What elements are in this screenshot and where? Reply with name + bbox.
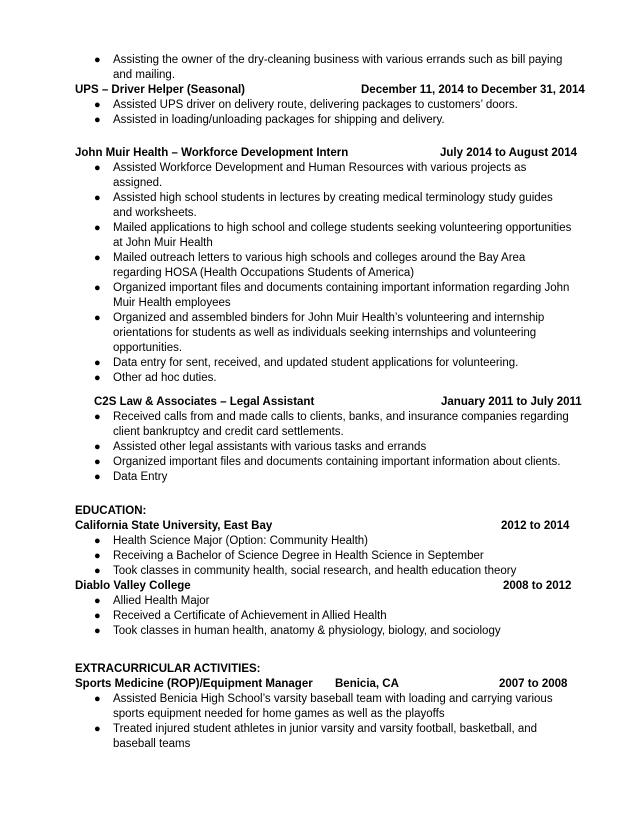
section-heading: EXTRACURRICULAR ACTIVITIES: (75, 663, 261, 675)
list-item: ● Assisted Workforce Development and Human Resources with various projects as assigned. (94, 162, 527, 189)
bullet-icon: ● (94, 99, 101, 111)
bullet-icon: ● (94, 565, 101, 577)
section-heading: EDUCATION: (75, 505, 147, 517)
list-item: ● Treated injured student athletes in junior varsity and varsity football, basketball, and baseball teams (94, 723, 538, 750)
c2s-bullets (0, 410, 638, 485)
bullet-icon: ● (94, 471, 101, 483)
dry-cleaning-bullets (0, 53, 638, 83)
activity-title: Sports Medicine (ROP)/Equipment Manager (75, 678, 313, 690)
bullet-icon: ● (94, 54, 101, 66)
list-item: ● Organized important files and documents containing important information regarding John Muir Health employees (94, 282, 570, 309)
activity-header (0, 677, 638, 692)
list-item: ● Assisting the owner of the dry-cleaning business with various errands such as bill paying and mailing. (94, 54, 563, 81)
education-section (0, 504, 638, 639)
school-name: California State University, East Bay (75, 520, 273, 532)
list-item: ● Assisted high school students in lectures by creating medical terminology study guides and worksheets. (94, 192, 553, 219)
bullet-icon: ● (94, 372, 101, 384)
list-item: ● Organized important files and documents containing important information about clients. (94, 456, 561, 468)
job-dates: January 2011 to July 2011 (441, 396, 582, 408)
list-item: ● Other ad hoc duties. (94, 372, 217, 384)
job-dates: July 2014 to August 2014 (440, 147, 577, 159)
bullet-icon: ● (94, 610, 101, 622)
job-title: John Muir Health – Workforce Development Intern (75, 147, 349, 159)
school-name: Diablo Valley College (75, 580, 191, 592)
school-header (0, 579, 638, 594)
bullet-icon: ● (94, 595, 101, 607)
bullet-icon: ● (94, 625, 101, 637)
john-muir-bullets (0, 161, 638, 386)
list-item: ● Mailed outreach letters to various high schools and colleges around the Bay Area regarding HOSA (Health Occupations Students of America) (94, 252, 526, 279)
job-title: C2S Law & Associates – Legal Assistant (94, 396, 315, 408)
list-item: ● Data entry for sent, received, and updated student applications for volunteering. (94, 357, 519, 369)
list-item: ● Assisted Benicia High School’s varsity baseball team with loading and carrying various sports equipment needed for home games as well as the playoffs (94, 693, 553, 720)
job-header (0, 395, 638, 410)
bullet-icon: ● (94, 114, 101, 126)
bullet-icon: ● (94, 162, 101, 174)
school-dates: 2012 to 2014 (501, 520, 570, 532)
list-item: ● Took classes in community health, social research, and health education theory (94, 565, 517, 577)
list-item: ● Assisted in loading/unloading packages for shipping and delivery. (94, 114, 445, 126)
ups-section (0, 83, 638, 128)
list-item: ● Health Science Major (Option: Community Health) (94, 535, 369, 547)
bullet-icon: ● (94, 456, 101, 468)
list-item: ● Took classes in human health, anatomy & physiology, biology, and sociology (94, 625, 501, 637)
csueb-bullets (0, 534, 638, 579)
ups-bullets (0, 98, 638, 128)
job-header (0, 83, 638, 98)
bullet-icon: ● (94, 282, 101, 294)
activity-location: Benicia, CA (335, 678, 399, 690)
bullet-icon: ● (94, 723, 101, 735)
school-dates: 2008 to 2012 (503, 580, 572, 592)
bullet-icon: ● (94, 550, 101, 562)
job-title: UPS – Driver Helper (Seasonal) (75, 84, 246, 96)
school-header (0, 519, 638, 534)
sports-bullets (0, 692, 638, 752)
list-item: ● Organized and assembled binders for John Muir Health’s volunteering and internship orientations for students as well as individuals seeking internships and volunteering opportunities. (94, 312, 545, 354)
list-item: ● Received calls from and made calls to clients, banks, and insurance companies regarding client bankruptcy and credit card settlements. (94, 411, 569, 438)
dry-cleaning-section (0, 53, 638, 83)
job-dates: December 11, 2014 to December 31, 2014 (361, 84, 585, 96)
list-item: ● Received a Certificate of Achievement in Allied Health (94, 610, 387, 622)
bullet-icon: ● (94, 312, 101, 324)
list-item: ● Allied Health Major (94, 595, 210, 607)
job-header (0, 146, 638, 161)
bullet-icon: ● (94, 535, 101, 547)
list-item: ● Assisted UPS driver on delivery route, delivering packages to customers’ doors. (94, 99, 518, 111)
bullet-icon: ● (94, 693, 101, 705)
bullet-icon: ● (94, 357, 101, 369)
activity-dates: 2007 to 2008 (499, 678, 568, 690)
list-item: ● Data Entry (94, 471, 168, 483)
bullet-icon: ● (94, 192, 101, 204)
bullet-icon: ● (94, 222, 101, 234)
bullet-icon: ● (94, 252, 101, 264)
dvc-bullets (0, 594, 638, 639)
bullet-icon: ● (94, 441, 101, 453)
list-item: ● Assisted other legal assistants with various tasks and errands (94, 441, 427, 453)
extracurricular-section (0, 662, 638, 752)
list-item: ● Mailed applications to high school and college students seeking volunteering opportunities at John Muir Health (94, 222, 572, 249)
list-item: ● Receiving a Bachelor of Science Degree in Health Science in September (94, 550, 484, 562)
john-muir-section (0, 146, 638, 386)
bullet-icon: ● (94, 411, 101, 423)
c2s-section (0, 395, 638, 485)
